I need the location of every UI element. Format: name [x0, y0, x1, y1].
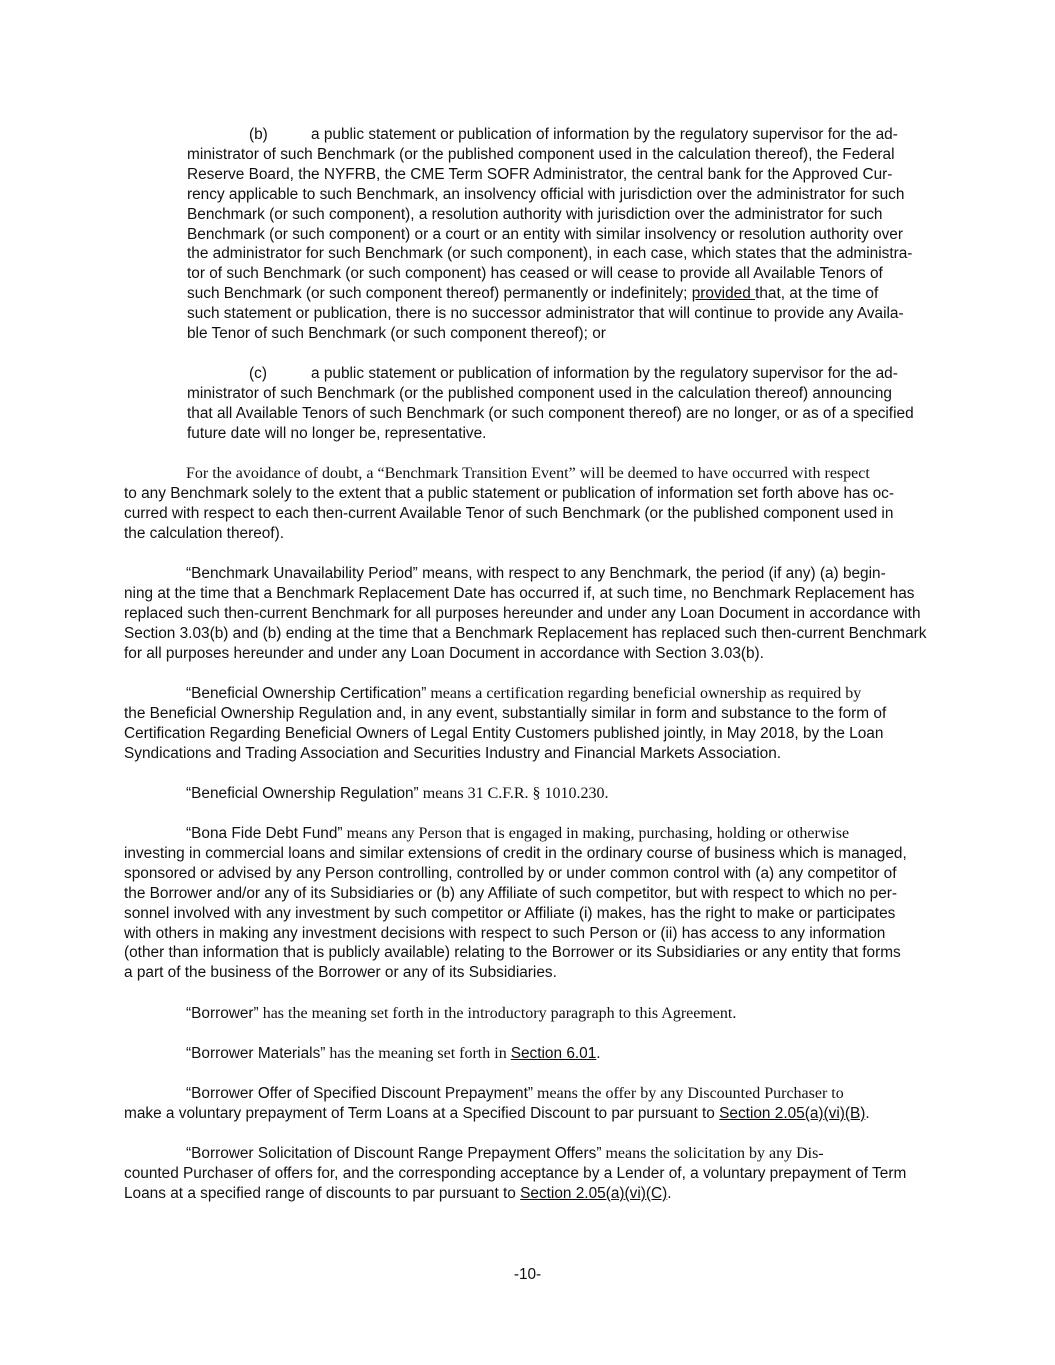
definition-bona-fide-debt-fund: “Bona Fide Debt Fund” means any Person that is engaged in making, purchasing, holding or otherwise investing in commercial loans and similar extensions of credit in the ordinary course of business which is managed, sponsored or advised by any Person controlling, controlled by or under common control with (a) any competitor of the Borrower and/or any of its Subsidiaries or (b) any Affiliate of such competitor, but with respect to which no per- sonnel involved with any investment by such competitor or Affiliate (i) makes, has the right to make or participates with others in making any investment decisions with respect to such Person or (ii) has access to any information (other than information that is publicly available) relating to the Borrower or its Subsidiaries or any entity that forms a part of the business of the Borrower or any of its Subsidiaries.: [124, 825, 907, 982]
section-reference-link[interactable]: Section 2.05(a)(vi)(B): [719, 1104, 866, 1122]
definition-beneficial-ownership-certification: “Beneficial Ownership Certification” means a certification regarding beneficial ownership as required by the Beneficial Ownership Regulation and, in any event, substantially similar in form and substance to the form of Certification Regarding Beneficial Owners of Legal Entity Customers published jointly, in May 2018, by the Loan Syndications and Trading Association and Securities Industry and Financial Markets Association.: [124, 685, 887, 762]
clause-c-label: (c): [249, 365, 267, 382]
defined-term: “Borrower”: [186, 1005, 259, 1022]
defined-term: “Beneficial Ownership Regulation”: [186, 785, 419, 802]
defined-term: “Borrower Materials”: [186, 1045, 326, 1062]
clause-b-line: such Benchmark (or such component thereof) permanently or indefinitely; provided that, at the time of: [187, 285, 879, 303]
clause-b-line: rency applicable to such Benchmark, an insolvency official with jurisdiction over the administrator for such: [187, 185, 905, 203]
definition-beneficial-ownership-regulation: “Beneficial Ownership Regulation” means 31 C.F.R. § 1010.230.: [186, 785, 609, 802]
clause-b-line: ble Tenor of such Benchmark (or such component thereof); or: [187, 325, 606, 343]
definition-benchmark-unavailability-period: “Benchmark Unavailability Period” means, with respect to any Benchmark, the period (if any) (a) begin- ning at the time that a Benchmark Replacement Date has occurred if, at such time, no Benchmark Replacement has replaced such then-current Benchmark for all purposes hereunder and under any Loan Document in accordance with Section 3.03(b) and (b) ending at the time that a Benchmark Replacement has replaced such then-current Benchmark for all purposes hereunder and under any Loan Document in accordance with Section 3.03(b).: [124, 565, 927, 662]
avoidance-paragraph: For the avoidance of doubt, a “Benchmark Transition Event” will be deemed to have occurred with respect to any Benchmark solely to the extent that a public statement or publication of information set forth above has oc- curred with respect to each then-current Available Tenor of such Benchmark (or the published component used in the calculation thereof).: [124, 465, 894, 542]
defined-term: “Bona Fide Debt Fund”: [186, 825, 343, 842]
section-reference-link[interactable]: Section 6.01: [510, 1045, 597, 1062]
clause-c-line-1: (c) a public statement or publication of information by the regulatory supervisor for the ad-: [249, 365, 898, 382]
clause-b-line: Benchmark (or such component), a resolution authority with jurisdiction over the administrator for such: [187, 205, 883, 223]
clause-b-line: such statement or publication, there is no successor administrator that will continue to provide any Availa-: [187, 305, 904, 323]
definition-borrower: “Borrower” has the meaning set forth in the introductory paragraph to this Agreement.: [186, 1005, 737, 1022]
clause-b-line: ministrator of such Benchmark (or the published component used in the calculation thereof), the Federal: [187, 145, 895, 163]
definition-borrower-solicitation: “Borrower Solicitation of Discount Range Prepayment Offers” means the solicitation by any Dis- counted Purchaser of offers for, and the corresponding acceptance by a Lender of, a voluntary prepayment of Term Loans at a specified range of discounts to par pursuant to Section 2.05(a)(vi)(C).: [124, 1145, 907, 1202]
clause-b-line: Benchmark (or such component) or a court or an entity with similar insolvency or resolution authority over: [187, 225, 903, 243]
definition-borrower-materials: “Borrower Materials” has the meaning set forth in Section 6.01.: [186, 1045, 601, 1062]
clause-c-line: future date will no longer be, representative.: [187, 424, 487, 442]
defined-term: “Beneficial Ownership Certification”: [186, 685, 427, 702]
clause-c-line: ministrator of such Benchmark (or the published component used in the calculation thereof) announcing: [187, 384, 892, 402]
clause-b-label: (b): [249, 126, 268, 143]
definition-borrower-offer: “Borrower Offer of Specified Discount Prepayment” means the offer by any Discounted Purchaser to make a voluntary prepayment of Term Loans at a Specified Discount to par pursuant to Section 2.05(a)(vi)(B).: [124, 1085, 870, 1122]
clause-b-line: the administrator for such Benchmark (or such component), in each case, which states that the administra-: [187, 245, 913, 263]
clause-c-line: that all Available Tenors of such Benchmark (or such component thereof) are no longer, or as of a specified: [187, 404, 914, 422]
clause-b-line: tor of such Benchmark (or such component) has ceased or will cease to provide all Available Tenors of: [187, 265, 883, 283]
provided-term: provided: [691, 285, 756, 303]
clause-c-text: [187, 364, 932, 444]
defined-term: “Borrower Offer of Specified Discount Prepayment”: [186, 1085, 534, 1102]
defined-term: “Borrower Solicitation of Discount Range Prepayment Offers”: [186, 1145, 602, 1162]
clause-b-text: [187, 125, 932, 344]
section-reference-link[interactable]: Section 2.05(a)(vi)(C): [520, 1184, 668, 1202]
clause-b-line: Reserve Board, the NYFRB, the CME Term SOFR Administrator, the central bank for the Approved Cur-: [187, 165, 893, 183]
clause-b-line-1: (b) a public statement or publication of information by the regulatory supervisor for the ad-: [249, 126, 898, 143]
page-number: -10-: [513, 1266, 542, 1283]
